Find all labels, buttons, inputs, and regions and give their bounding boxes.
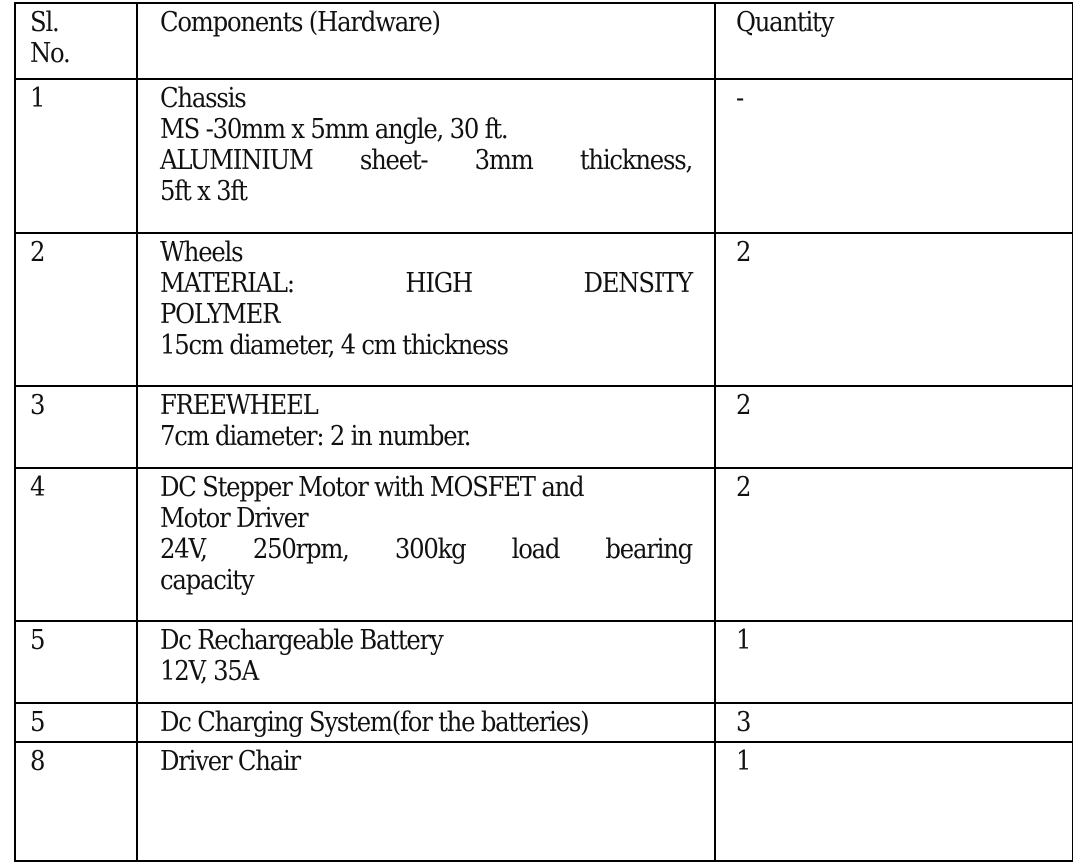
table-row (15, 79, 1073, 233)
row-component (137, 621, 715, 703)
header-quantity (715, 3, 1073, 79)
header-sl-no (15, 3, 137, 79)
component-detail: 7cm diameter: 2 in number. (160, 421, 471, 452)
component-detail: MS -30mm x 5mm angle, 30 ft. (160, 114, 508, 145)
row-component (137, 703, 715, 742)
component-detail: ALUMINIUM sheet- 3mm thickness, (160, 145, 692, 176)
row-component (137, 742, 715, 861)
row-sl (15, 79, 137, 233)
row-quantity (715, 79, 1073, 233)
row-component (137, 79, 715, 233)
row-quantity-value: 2 (736, 390, 751, 421)
row-quantity-value: 1 (736, 746, 751, 777)
row-quantity-value: 3 (736, 707, 751, 738)
row-component (137, 233, 715, 386)
header-quantity-label: Quantity (736, 7, 834, 38)
row-sl-value: 3 (30, 390, 45, 421)
header-components (137, 3, 715, 79)
row-sl-value: 5 (30, 707, 45, 738)
table-row (15, 621, 1073, 703)
row-quantity (715, 703, 1073, 742)
row-sl-value: 8 (30, 746, 45, 777)
component-name: Driver Chair (160, 746, 300, 777)
row-quantity-value: - (736, 83, 744, 114)
component-detail: 5ft x 3ft (160, 176, 247, 207)
components-table (14, 2, 1073, 862)
row-quantity-value: 2 (736, 237, 751, 268)
row-quantity (715, 386, 1073, 468)
row-sl (15, 703, 137, 742)
row-sl-value: 1 (30, 83, 45, 114)
header-sl-line-1: Sl. (30, 7, 59, 38)
component-name: FREEWHEEL (160, 390, 318, 421)
row-quantity (715, 233, 1073, 386)
row-quantity (715, 742, 1073, 861)
row-sl (15, 621, 137, 703)
row-sl-value: 5 (30, 625, 45, 656)
table-row (15, 233, 1073, 386)
row-sl-value: 4 (30, 472, 45, 503)
row-quantity-value: 2 (736, 472, 751, 503)
component-detail: 15cm diameter, 4 cm thickness (160, 330, 508, 361)
table-row (15, 703, 1073, 742)
header-components-label: Components (Hardware) (160, 7, 440, 38)
row-quantity (715, 621, 1073, 703)
component-detail: Motor Driver (160, 503, 308, 534)
component-name: Wheels (160, 237, 243, 268)
component-name: Dc Charging System(for the batteries) (160, 707, 589, 738)
row-sl (15, 468, 137, 621)
component-name: Chassis (160, 83, 246, 114)
row-sl-value: 2 (30, 237, 45, 268)
row-quantity-value: 1 (736, 625, 751, 656)
row-component (137, 386, 715, 468)
row-quantity (715, 468, 1073, 621)
component-detail: 12V, 35A (160, 656, 259, 687)
row-sl (15, 386, 137, 468)
component-name: Dc Rechargeable Battery (160, 625, 443, 656)
table-header-row (15, 3, 1073, 79)
component-name: DC Stepper Motor with MOSFET and (160, 472, 584, 503)
table-row (15, 742, 1073, 861)
table-row (15, 468, 1073, 621)
row-component (137, 468, 715, 621)
row-sl (15, 742, 137, 861)
table-row (15, 386, 1073, 468)
component-detail: 24V, 250rpm, 300kg load bearing (160, 534, 692, 565)
component-detail: MATERIAL: HIGH DENSITY (160, 268, 692, 299)
header-sl-line-2: No. (30, 38, 70, 69)
row-sl (15, 233, 137, 386)
component-detail: POLYMER (160, 299, 280, 330)
component-detail: capacity (160, 565, 254, 596)
